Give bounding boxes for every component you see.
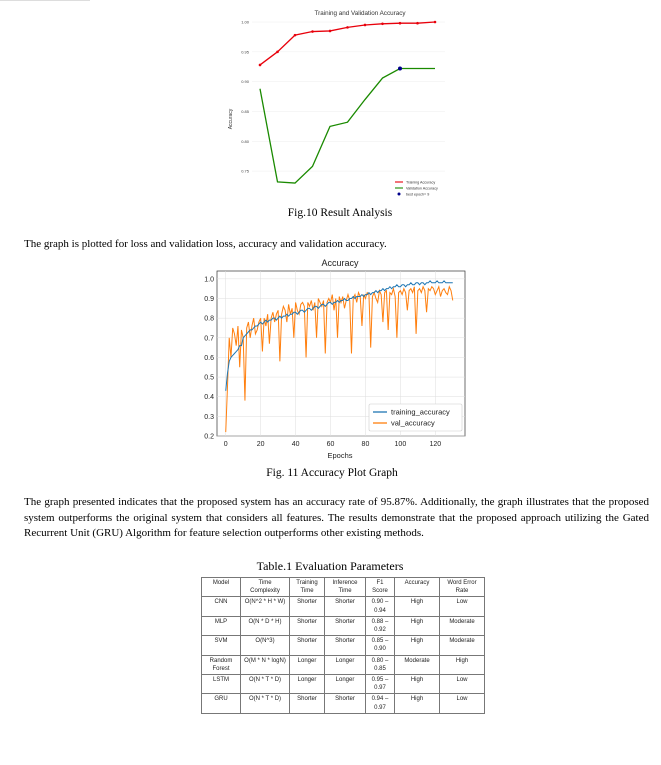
table-row [202,655,485,674]
fig10-y-tick-label: 0.90 [241,79,249,85]
table-cell: O(N * D * H) [241,616,290,635]
table-cell: CNN [202,597,241,616]
fig11-x-tick-label: 80 [361,441,370,448]
table-header-cell: Training Time [290,578,325,597]
table-cell: Shorter [325,636,366,655]
table-cell: High [395,694,440,713]
fig10-legend-marker [398,193,401,196]
fig11-x-tick-label: 40 [291,441,300,448]
table1-caption: Table.1 Evaluation Parameters [256,559,404,573]
fig11-x-tick-label: 100 [394,441,407,448]
fig10-y-tick-label: 0.80 [241,138,249,144]
fig11-y-tick-label: 0.6 [204,354,214,362]
table-cell: Low [440,675,485,694]
table-cell: Longer [325,675,366,694]
fig10-legend-label: Validation Accuracy [406,186,438,191]
table-cell: Moderate [440,636,485,655]
fig10-y-tick-label: 1.00 [241,19,249,25]
table-cell: High [395,597,440,616]
fig10-series-validation-line [260,69,435,184]
fig11-x-tick-label: 120 [429,441,442,448]
table-cell: High [395,616,440,635]
table-cell: 0.94 – 0.97 [366,694,395,713]
table-cell: GRU [202,694,241,713]
table-cell: High [440,655,485,674]
fig10-y-tick-label: 0.95 [241,49,249,55]
table-header-cell: Accuracy [395,578,440,597]
fig10-training-point [346,26,349,29]
table-cell: Shorter [290,636,325,655]
table-cell: Longer [290,655,325,674]
table-cell: Moderate [440,616,485,635]
table-header-cell: Inference Time [325,578,366,597]
table-header-cell: Word Error Rate [440,578,485,597]
table-cell: 0.90 – 0.94 [366,597,395,616]
fig10-y-axis-label: Accuracy [228,108,234,130]
table-row [202,694,485,713]
table-cell: Shorter [325,616,366,635]
fig10-best-epoch-point [398,67,402,71]
table-cell: Shorter [325,597,366,616]
table-cell: Low [440,597,485,616]
table-cell: Shorter [290,597,325,616]
table-cell: SVM [202,636,241,655]
table-cell: 0.85 – 0.90 [366,636,395,655]
fig11-y-tick-label: 0.2 [204,433,214,441]
fig10-training-point [434,21,437,24]
table-cell: High [395,636,440,655]
table-cell: 0.80 – 0.85 [366,655,395,674]
fig10-training-point [381,22,384,25]
table-cell: Longer [290,675,325,694]
fig11-legend-label: training_accuracy [391,407,450,417]
fig11-legend-label: val_accuracy [391,418,435,428]
top-rule [0,0,90,1]
table-header-cell: Model [202,578,241,597]
fig10-training-point [294,34,297,37]
evaluation-table [201,577,485,714]
table-cell: Shorter [290,694,325,713]
table-cell: Low [440,694,485,713]
table-row [202,616,485,635]
fig11-y-tick-label: 0.7 [204,335,214,343]
fig11-y-tick-label: 0.4 [204,394,214,402]
fig10-y-tick-label: 0.85 [241,108,249,114]
table-cell: O(N * T * D) [241,694,290,713]
fig11-y-tick-label: 0.8 [204,315,214,323]
fig11-x-axis-label: Epochs [327,451,353,460]
table-cell: O(N^2 * H * W) [241,597,290,616]
fig10-caption: Fig.10 Result Analysis [287,207,393,219]
fig10-legend-label: Training Accuracy [406,180,436,185]
fig10-y-tick-label: 0.75 [241,168,249,174]
table-header-cell: Time Complexity [241,578,290,597]
table-cell: 0.95 – 0.97 [366,675,395,694]
figure10 [220,4,460,204]
table-cell: Longer [325,655,366,674]
fig10-training-point [364,24,367,27]
fig11-x-tick-label: 0 [223,441,228,448]
table-cell: MLP [202,616,241,635]
fig10-title: Training and Validation Accuracy [314,10,406,17]
fig11-y-tick-label: 0.3 [204,413,214,421]
fig10-training-point [276,51,279,54]
fig10-training-point [259,64,262,67]
table-cell: O(N^3) [241,636,290,655]
fig11-title: Accuracy [321,258,359,268]
fig10-training-point [399,22,402,25]
table-row [202,597,485,616]
fig11-y-tick-label: 0.9 [204,296,214,303]
fig10-chart [220,4,460,204]
table-cell: Shorter [325,694,366,713]
paragraph-1: The graph is plotted for loss and validation loss, accuracy and validation accuracy. [24,238,387,250]
fig10-training-point [329,30,332,33]
table-cell: High [395,675,440,694]
figure11 [193,254,471,462]
fig11-caption: Fig. 11 Accuracy Plot Graph [266,467,398,479]
table-cell: Shorter [290,616,325,635]
table-cell: LSTM [202,675,241,694]
fig11-x-tick-label: 60 [326,441,335,448]
table1-wrapper [201,577,485,714]
fig10-legend-label: best epoch= 9 [406,192,430,197]
table-row [202,675,485,694]
table-cell: O(N * T * D) [241,675,290,694]
table-cell: O(M * N * logN) [241,655,290,674]
table-row [202,636,485,655]
fig10-training-point [416,22,419,25]
table-cell: Random Forest [202,655,241,674]
fig11-chart [193,254,471,462]
fig11-x-tick-label: 20 [256,441,265,448]
table-header-cell: F1 Score [366,578,395,597]
paragraph-2: The graph presented indicates that the proposed system has an accuracy rate of 95.87%. Additionally, the graph illustrates that the proposed system outperforms the original system that considers all features. The results demonstrate that the proposed approach utilizing the Gated Recurrent Unit (GRU) Algorithm for feature selection outperforms other existing methods. [24,496,649,539]
table-cell: Moderate [395,655,440,674]
fig11-y-tick-label: 0.5 [204,374,214,382]
fig11-y-tick-label: 1.0 [204,276,214,284]
fig10-training-point [311,30,314,33]
table-cell: 0.88 – 0.92 [366,616,395,635]
table-header-row [202,578,485,597]
